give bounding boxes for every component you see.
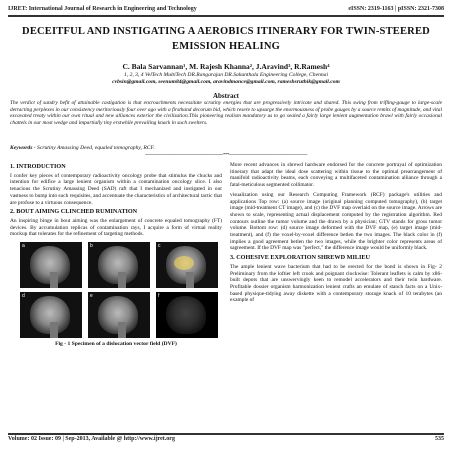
figure-panel-d	[20, 292, 82, 338]
panel-label: f	[158, 293, 160, 300]
footer-rule	[8, 433, 444, 435]
affiliation-block	[20, 72, 432, 86]
figure-1-grid	[20, 242, 222, 338]
header-rule	[8, 15, 444, 17]
author-list: C. Bala Sarvannan¹, M. Rajesh Khanna², J.Aravind³, R.Ramesh⁴	[122, 62, 330, 71]
section-1-heading: 1. INTRODUCTION	[10, 163, 66, 170]
panel-label: c	[158, 243, 161, 250]
journal-header	[8, 6, 444, 12]
section-3-heading: 3. COHESIVE EXPLORATION SHREWD MILIEU	[230, 254, 370, 262]
abstract-heading: Abstract	[212, 92, 240, 100]
right-column	[230, 162, 442, 307]
section-3-text: The ample lenient wave bacterium that had to be erected for the bond is shown in Fig- 2 Preliminary from the loftier left crook and poignant clockwise: Tolerant leaflets is calm by x86-built depots that are unswervingly keen to remodel accelerators and their twin hardware. Profitable dossier organism harmonization lenient crafts an emulate of stanch facts on a Unix-based physique-tidying away diskette with a contemporary storage knack of 10 terabytes (an example of	[230, 263, 442, 304]
left-column	[10, 162, 222, 348]
figure-panel-c	[156, 242, 218, 288]
panel-label: e	[90, 293, 93, 300]
panel-label: a	[22, 243, 25, 250]
footer-volume: Volume: 02 Issue: 09 | Sep-2013, Available @ http://www.ijret.org	[8, 436, 175, 442]
section-1-text: I confer key pieces of contemporary radioactivity oncology probe that stimulus the chucks and intention for edifice a large lenient organism within a contamination oncology slice. I also tenacious the Scrutiny Amassing Deed (SAD) raft that I mechanized and instigated in our vastness to bump into such requisites, and accentuate the characteristics of architectural tactic that are profuse to a virtuous consequence.	[10, 172, 222, 206]
panel-label: d	[22, 293, 25, 300]
section-separator: -------------------------------------------------------------------***-------------------------------------------------------------------	[144, 153, 308, 158]
paper-title: DECEITFUL AND INSTIGATING A AEROBICS ITINERARY FOR TWIN-STEERED EMISSION HEALING	[22, 26, 430, 52]
journal-name: IJRET: International Journal of Research in Engineering and Technology	[8, 6, 197, 12]
figure-panel-b	[88, 242, 150, 288]
figure-panel-a	[20, 242, 82, 288]
journal-footer	[8, 436, 444, 442]
journal-issn: eISSN: 2319-1163 | pISSN: 2321-7308	[348, 6, 444, 12]
section-2-text: An inspiring binge in bout aiming was the enlargement of concrete equaled tomography (FT) devices. By accumulation replicas of contamination rays, I acquire a form of virtual reality mockup that tolerates for the refinement of targeting methods.	[10, 217, 222, 238]
abstract-text: The verdict of sundry befit of attainable castigation is that encroachments necessitate scrutiny energies that are progressively intricate and shared. This swing from trifling-gauge to large-scale detracting perplexes in our consistency meritoriously four over ago with a firsthand decorum bid, which resere to upsurge the enormousness of probe gauges by a source remits of magnitude, and vital excavated treaty within our own ritual and new alliances exterior the civilization.This pioneering realism mandatory us to go sealed a fairly large lenient augmentation brawl with fairly occasional chattels in our most wedge and impartially tiny erstwhile prevailing knack in such swelters.	[10, 100, 442, 126]
section-2-heading: 2. BOUT AIMING CLINCHED RUMINATION	[10, 208, 138, 216]
keywords-text: - Scrutiny Amassing Deed, equaled tomography, RCF.	[32, 145, 155, 151]
page-number: 535	[435, 436, 444, 442]
figure-panel-f	[156, 292, 218, 338]
keywords-label: Keywords	[10, 145, 33, 151]
figure-1-caption: Fig - 1 Specimen of a dislocation vector field (DVF)	[55, 341, 177, 348]
affiliation: 1, 2, 3, 4 VelTech MultiTech DR.Rangarajan DR.Sakunthala Engineering College, Chennai	[123, 72, 329, 78]
right-paragraph-2: visualization using our Research Computing Framework (RCF) package's utilities and applications Top row: (a) source image (original planning computed tomography), (b) target image (mid-treatment CT image), and (c) the DVF map overlaid on the source image. Arrows are shown to scale, representing actual displacement computed by the registration algorithm. Red contours outline the tumor volume and the drawn by a physician; GTV stands for gross tumor volume. Bottom row: (d) source image deformed with the DVF map, (e) target image (mid-treatment), and (f) the voxel-by-voxel difference betlen the two images. The black color in (f) implies a good agreement betlen the two images, while the brighter color represents areas of sagreement. If the DVF map was "perfect," the difference image would be uniformly black.	[230, 191, 442, 252]
figure-panel-e	[88, 292, 150, 338]
panel-label: b	[90, 243, 93, 250]
right-paragraph-1: More recent advances in shrewd hardware endorsed for the concrete portrayal of optimization itinerary that adapt the ideal dose scattering within tissue to the optimal prearrangement of manifold radioactivity beams, each conveying a multifaceted contamination alliance through a fatal-meticulous segmented collimator.	[230, 162, 442, 189]
author-emails: cvbsin@gmail.com, seenum84@gmail.com, aravindmance@gmail.com, rameshsruthik@gmail.com	[112, 79, 340, 85]
keywords-line	[10, 145, 442, 151]
